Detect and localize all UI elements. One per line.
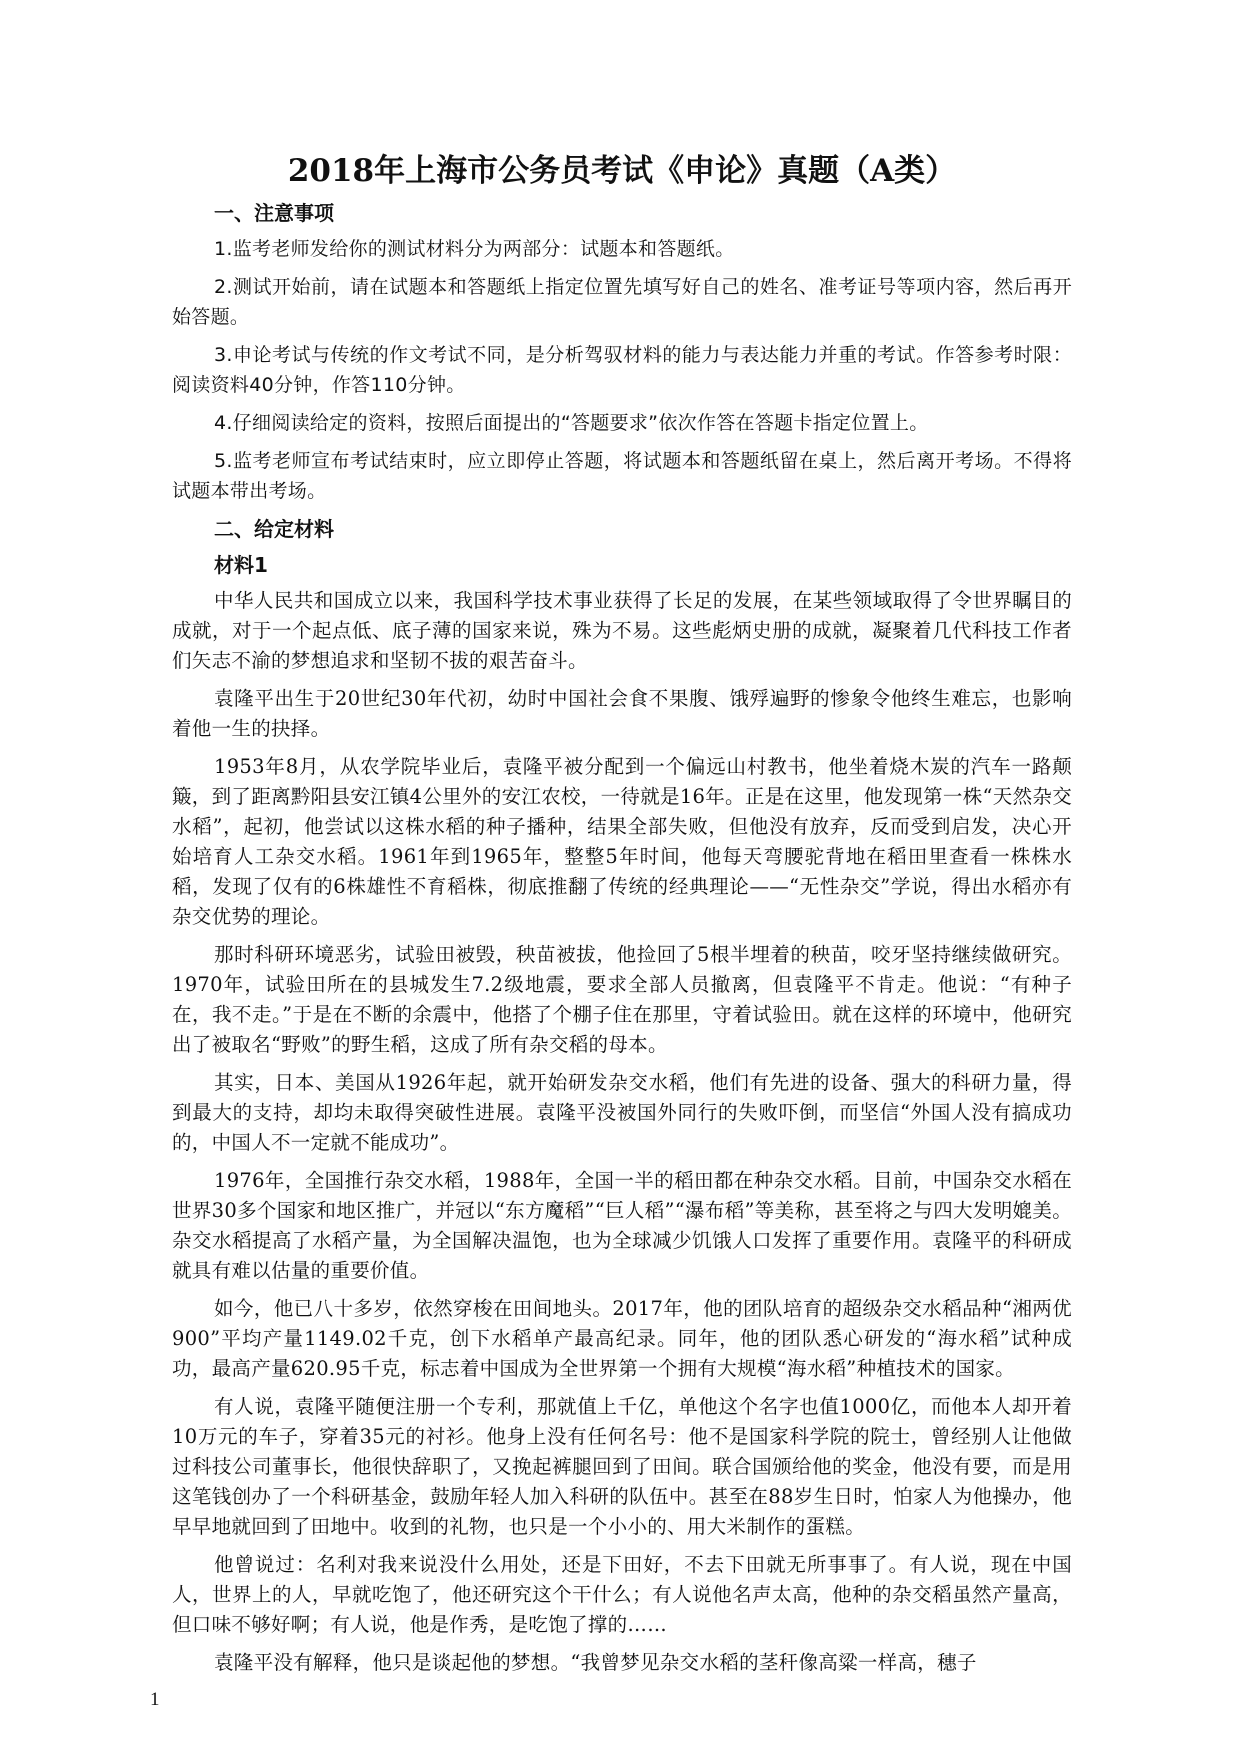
section-heading-materials: 二、给定材料: [214, 517, 334, 541]
page-number: 1: [150, 1689, 160, 1710]
notes-item: 2.测试开始前，请在试题本和答题纸上指定位置先填写好自己的姓名、准考证号等项内容，然后再开始答题。: [172, 276, 1072, 328]
material-paragraph: 那时科研环境恶劣，试验田被毁，秧苗被拔，他捡回了5根半埋着的秧苗，咬牙坚持继续做研究。1970年，试验田所在的县城发生7.2级地震，要求全部人员撤离，但袁隆平不肯走。他说：“有种子在，我不走。”于是在不断的余震中，他搭了个棚子住在那里，守着试验田。就在这样的环境中，他研究出了被取名“野败”的野生稻，这成了所有杂交稻的母本。: [172, 943, 1072, 1056]
notes-item: 1.监考老师发给你的测试材料分为两部分：试题本和答题纸。: [214, 238, 735, 260]
material-paragraph: 中华人民共和国成立以来，我国科学技术事业获得了长足的发展，在某些领域取得了令世界瞩目的成就，对于一个起点低、底子薄的国家来说，殊为不易。这些彪炳史册的成就，凝聚着几代科技工作者们矢志不渝的梦想追求和坚韧不拔的艰苦奋斗。: [172, 589, 1072, 672]
material-paragraph: 袁隆平出生于20世纪30年代初，幼时中国社会食不果腹、饿殍遍野的惨象令他终生难忘，也影响着他一生的抉择。: [172, 687, 1072, 740]
material-paragraph: 有人说，袁隆平随便注册一个专利，那就值上千亿，单他这个名字也值1000亿，而他本人却开着10万元的车子，穿着35元的衬衫。他身上没有任何名号：他不是国家科学院的院士，曾经别人让他做过科技公司董事长，他很快辞职了，又挽起裤腿回到了田间。联合国颁给他的奖金，他没有要，而是用这笔钱创办了一个科研基金，鼓励年轻人加入科研的队伍中。甚至在88岁生日时，怕家人为他操办，他早早地就回到了田地中。收到的礼物，也只是一个小小的、用大米制作的蛋糕。: [172, 1395, 1072, 1538]
notes-item: 5.监考老师宣布考试结束时，应立即停止答题，将试题本和答题纸留在桌上，然后离开考场。不得将试题本带出考场。: [172, 450, 1072, 502]
material-paragraph: 1953年8月，从农学院毕业后，袁隆平被分配到一个偏远山村教书，他坐着烧木炭的汽车一路颠簸，到了距离黔阳县安江镇4公里外的安江农校，一待就是16年。正是在这里，他发现第一株“天然杂交水稻”，起初，他尝试以这株水稻的种子播种，结果全部失败，但他没有放弃，反而受到启发，决心开始培育人工杂交水稻。1961年到1965年，整整5年时间，他每天弯腰驼背地在稻田里查看一株株水稻，发现了仅有的6株雄性不育稻株，彻底推翻了传统的经典理论——“无性杂交”学说，得出水稻亦有杂交优势的理论。: [172, 755, 1072, 928]
material-paragraph: 他曾说过：名利对我来说没什么用处，还是下田好，不去下田就无所事事了。有人说，现在中国人，世界上的人，早就吃饱了，他还研究这个干什么；有人说他名声太高，他种的杂交稻虽然产量高，但口味不够好啊；有人说，他是作秀，是吃饱了撑的……: [172, 1553, 1072, 1636]
material-paragraph: 袁隆平没有解释，他只是谈起他的梦想。“我曾梦见杂交水稻的茎秆像高粱一样高，穗子: [214, 1651, 977, 1674]
notes-item: 3.申论考试与传统的作文考试不同，是分析驾驭材料的能力与表达能力并重的考试。作答参考时限：阅读资料40分钟，作答110分钟。: [172, 344, 1072, 396]
notes-item: 4.仔细阅读给定的资料，按照后面提出的“答题要求”依次作答在答题卡指定位置上。: [214, 412, 929, 434]
document-title: 2018年上海市公务员考试《申论》真题（A类）: [287, 153, 957, 189]
material-paragraph: 如今，他已八十多岁，依然穿梭在田间地头。2017年，他的团队培育的超级杂交水稻品种“湘两优900”平均产量1149.02千克，创下水稻单产最高纪录。同年，他的团队悉心研发的“海水稻”试种成功，最高产量620.95千克，标志着中国成为全世界第一个拥有大规模“海水稻”种植技术的国家。: [172, 1297, 1072, 1380]
material-paragraph: 1976年，全国推行杂交水稻，1988年，全国一半的稻田都在种杂交水稻。目前，中国杂交水稻在世界30多个国家和地区推广，并冠以“东方魔稻”“巨人稻”“瀑布稻”等美称，甚至将之与四大发明媲美。杂交水稻提高了水稻产量，为全国解决温饱，也为全球减少饥饿人口发挥了重要作用。袁隆平的科研成就具有难以估量的重要价值。: [172, 1169, 1072, 1282]
material-body: [172, 586, 1072, 1678]
section-heading-notes: 一、注意事项: [214, 201, 334, 225]
notes-list: [172, 234, 1072, 506]
material-paragraph: 其实，日本、美国从1926年起，就开始研发杂交水稻，他们有先进的设备、强大的科研力量，得到最大的支持，却均未取得突破性进展。袁隆平没被国外同行的失败吓倒，而坚信“外国人没有搞成功的，中国人不一定就不能成功”。: [172, 1071, 1072, 1154]
page-content: [172, 150, 1072, 1686]
material-title: 材料1: [214, 553, 268, 577]
